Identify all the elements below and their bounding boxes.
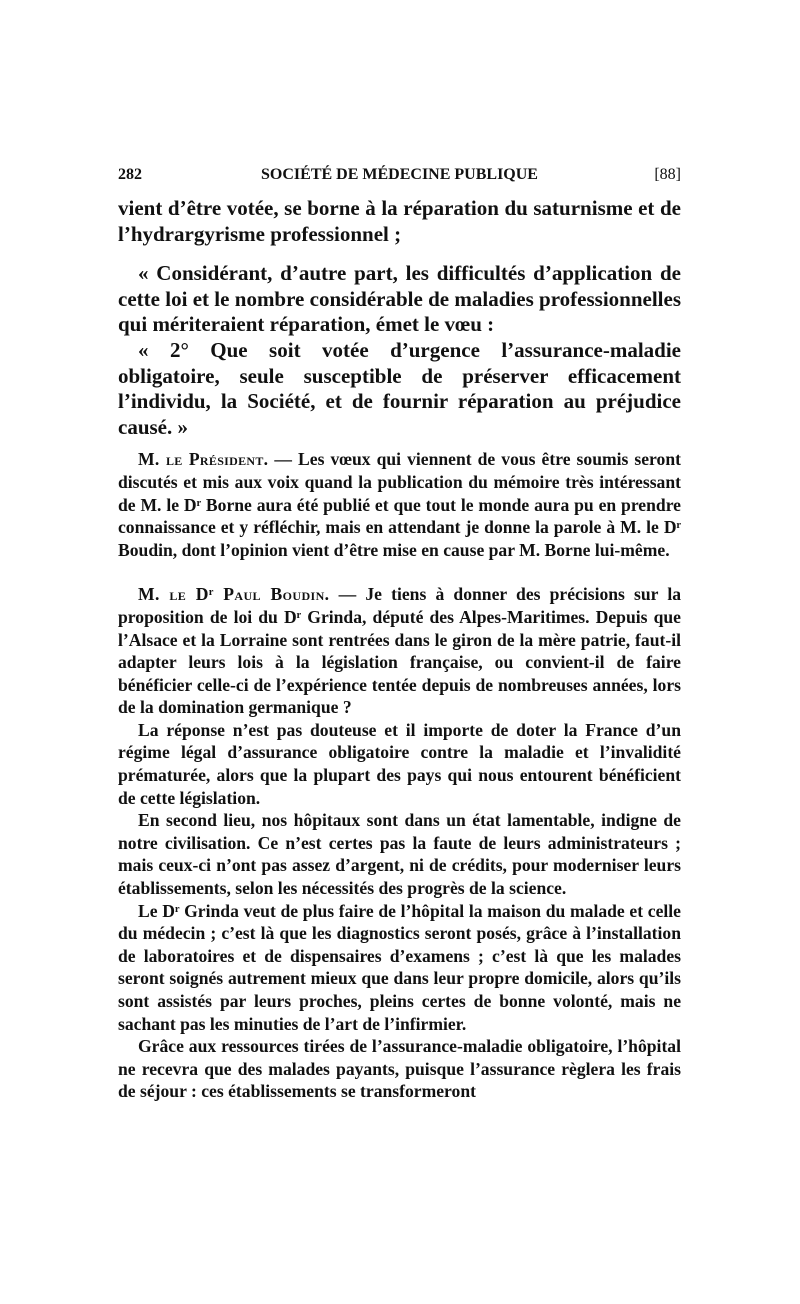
paragraph-hopitaux: En second lieu, nos hôpitaux sont dans un état lamentable, indigne de notre civilisation. Ce n’est certes pas la faute de leurs administrateurs ; mais ceux-ci n’ont pas assez d’argent, ni de crédits, pour moderniser leurs établissements, selon les nécessités des progrès de la science. bbox=[118, 810, 681, 899]
page-body bbox=[118, 196, 681, 1103]
page-reference: [88] bbox=[654, 166, 681, 183]
paragraph-boudin bbox=[118, 583, 681, 719]
paragraph-text: — Je tiens à donner des précisions sur la proposition de loi du Dʳ Grinda, député des Alpes-Maritimes. Depuis que l’Alsace et la Lorraine sont rentrées dans le giron de la mère patrie, faut-il adapter leurs lois à la législation française, ou convient-il de faire bénéficier celle-ci de l’expérience tentée depuis de nombreuses années, lors de la domination germanique ? bbox=[118, 584, 682, 718]
paragraph-reponse: La réponse n’est pas douteuse et il importe de doter la France d’un régime légal d’assurance obligatoire contre la maladie et l’invalidité prématurée, alors que la plupart des pays qui nous entourent bénéficient de cette législation. bbox=[118, 719, 681, 808]
paragraph-continuation: vient d’être votée, se borne à la réparation du saturnisme et de l’hydrargyrisme professionnel ; bbox=[118, 196, 681, 246]
paragraph-president bbox=[118, 448, 681, 561]
paragraph-voeu: « 2° Que soit votée d’urgence l’assurance-maladie obligatoire, seule susceptible de préserver efficacement l’individu, la Société, et de fournir réparation au préjudice causé. » bbox=[118, 337, 681, 439]
speaker-name: M. le Président. bbox=[138, 449, 269, 470]
speaker-name: M. le Dʳ Paul Boudin. bbox=[138, 584, 330, 605]
paragraph-grinda: Le Dʳ Grinda veut de plus faire de l’hôpital la maison du malade et celle du médecin ; c’est là que les diagnostics seront posés, grâce à l’installation de laboratoires et de dispensaires d’examens ; c’est là que les malades seront soignés autrement mieux que dans leur propre domicile, alors qu’ils sont assistés par leurs proches, pleins certes de bonne volonté, mais ne sachant pas les minuties de l’art de l’infirmier. bbox=[118, 900, 681, 1034]
page-number: 282 bbox=[118, 166, 142, 183]
paragraph-considerant: « Considérant, d’autre part, les difficultés d’application de cette loi et le nombre considérable de maladies professionnelles qui mériteraient réparation, émet le vœu : bbox=[118, 261, 681, 337]
page-header bbox=[118, 166, 681, 188]
running-title: SOCIÉTÉ DE MÉDECINE PUBLIQUE bbox=[261, 166, 538, 183]
paragraph-ressources: Grâce aux ressources tirées de l’assurance-maladie obligatoire, l’hôpital ne recevra que des malades payants, puisque l’assurance règlera les frais de séjour : ces établissements se transformeront bbox=[118, 1036, 681, 1102]
paragraph-text: — Les vœux qui viennent de vous être soumis seront discutés et mis aux voix quand la publication du mémoire très intéressant de M. le Dʳ Borne aura été publié et que tout le monde aura pu en prendre connaissance et y réfléchir, mais en attendant je donne la parole à M. le Dʳ Boudin, dont l’opinion vient d’être mise en cause par M. Borne lui-même. bbox=[118, 449, 681, 560]
